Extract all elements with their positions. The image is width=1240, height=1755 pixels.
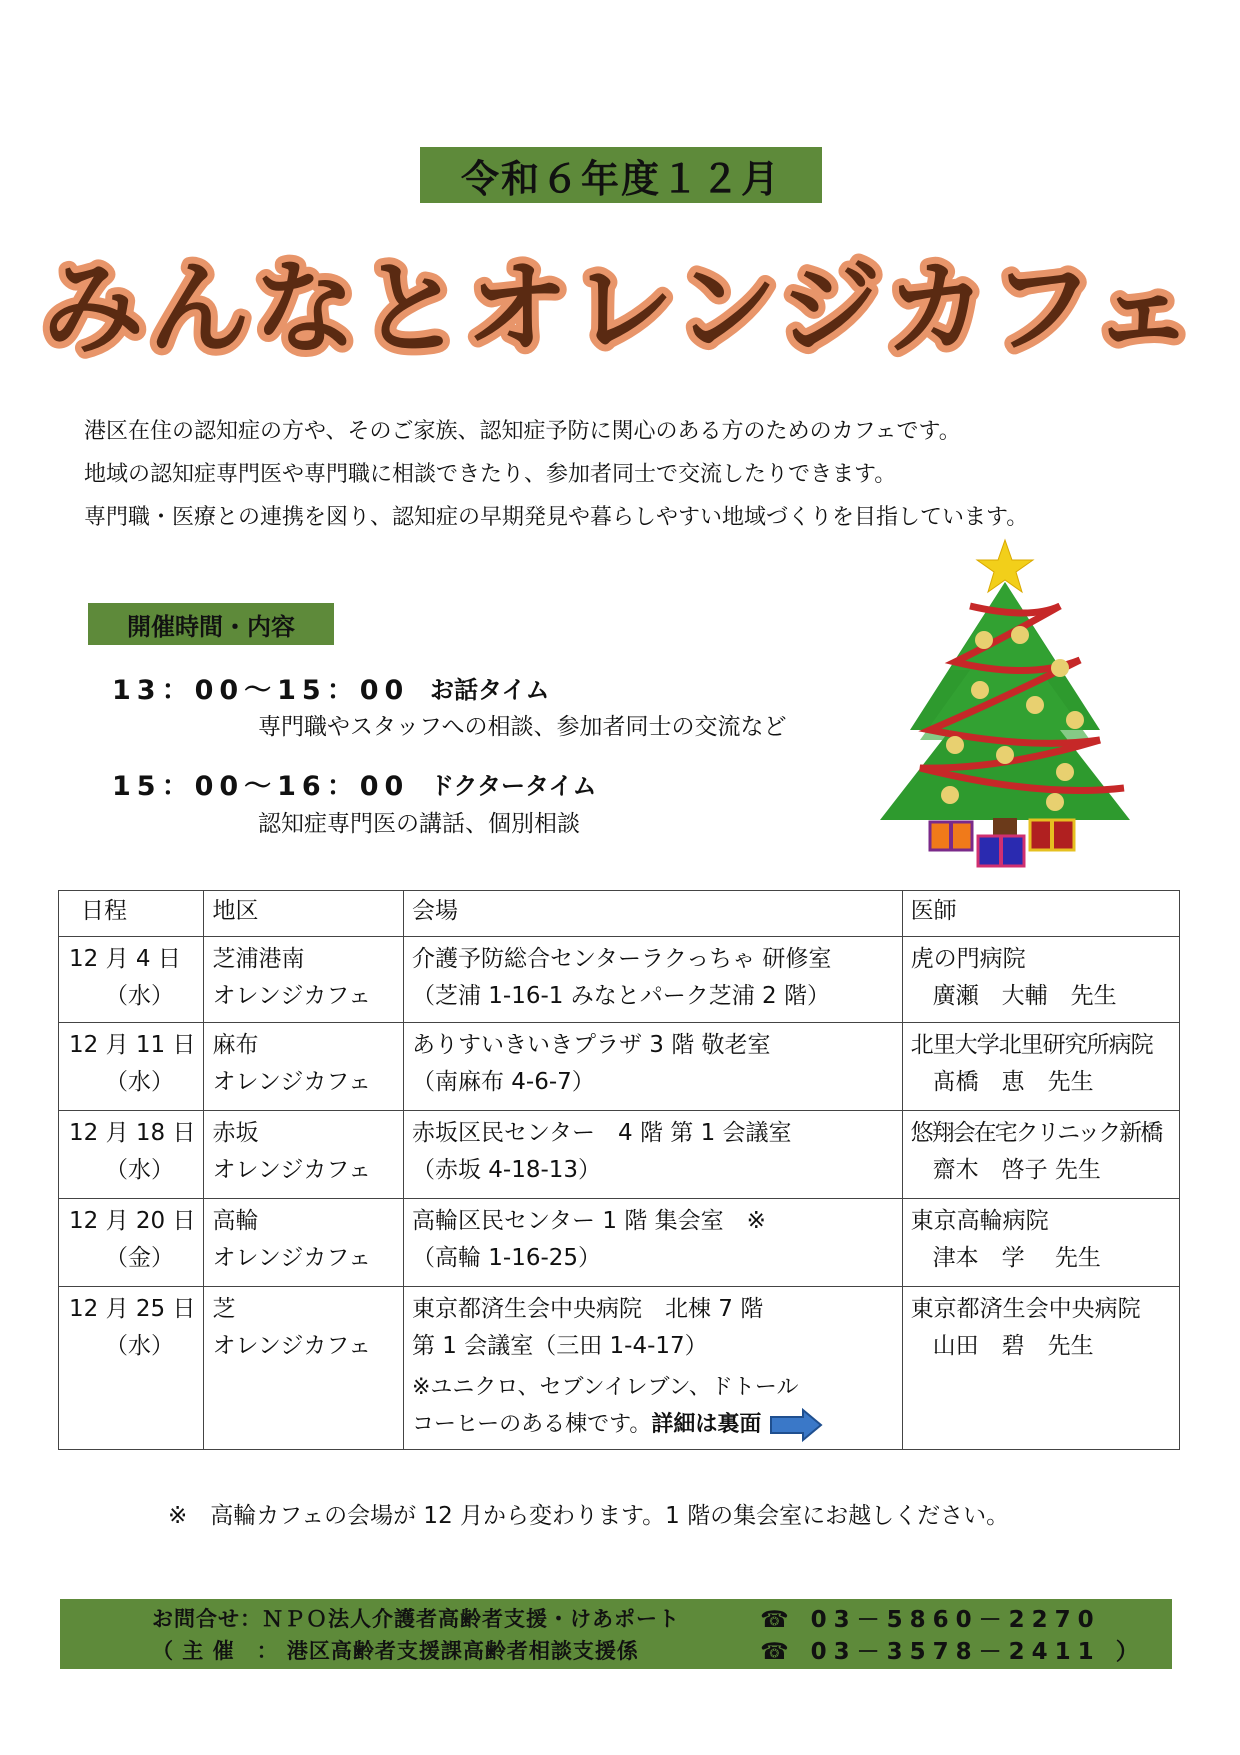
row-venue: 東京都済生会中央病院 北棟 7 階 第 1 会議室（三田 1-4-17） ※ユニクロ、セブンイレブン、ドトール コーヒーのある棟です。詳細は裏面	[403, 1287, 902, 1450]
header-venue: 会場	[403, 891, 902, 937]
contact-phone-1: ☎ 03－5860－2270	[760, 1607, 1101, 1633]
right-arrow-icon	[769, 1408, 823, 1442]
slot-1-time: 13：00～15：00	[112, 675, 410, 706]
cafe-title-logo	[42, 232, 1198, 382]
row-date: 12 月 20 日 （金）	[59, 1199, 204, 1287]
row-date: 12 月 25 日 （水）	[59, 1287, 204, 1450]
row-date: 12 月 11 日 （水）	[59, 1023, 204, 1111]
slot-2-title: ドクタータイム	[430, 772, 597, 800]
row-venue: 赤坂区民センター 4 階 第 1 会議室 （赤坂 4-18-13）	[403, 1111, 902, 1199]
intro-line-3: 専門職・医療との連携を図り、認知症の早期発見や暮らしやすい地域づくりを目指しています。	[84, 505, 1029, 530]
row-venue: ありすいきいきプラザ 3 階 敬老室 （南麻布 4-6-7）	[403, 1023, 902, 1111]
row-doctor: 東京高輪病院 津本 学 先生	[902, 1199, 1179, 1287]
row-district: 芝 オレンジカフェ	[204, 1287, 403, 1450]
contact-label-1: お問合せ：ＮＰＯ法人介護者高齢者支援・けあポート	[152, 1607, 680, 1631]
table-header-row	[59, 891, 1180, 937]
row-doctor: 虎の門病院 廣瀬 大輔 先生	[902, 937, 1179, 1023]
contact-label-2: （ 主 催 ： 港区高齢者支援課高齢者相談支援係	[152, 1639, 639, 1663]
table-row	[59, 1199, 1180, 1287]
table-row	[59, 1287, 1180, 1450]
row-district: 赤坂 オレンジカフェ	[204, 1111, 403, 1199]
christmas-tree-icon	[860, 540, 1150, 870]
header-doctor: 医師	[902, 891, 1179, 937]
slot-2-time: 15：00～16：00	[112, 771, 410, 802]
venue-note: ※ユニクロ、セブンイレブン、ドトール	[411, 1375, 799, 1400]
header-district: 地区	[204, 891, 403, 937]
row-date: 12 月 18 日 （水）	[59, 1111, 204, 1199]
row-doctor: 悠翔会在宅クリニック新橋 齋木 啓子 先生	[902, 1111, 1179, 1199]
slot-2-desc: 認知症専門医の講話、個別相談	[258, 811, 580, 837]
row-doctor: 東京都済生会中央病院 山田 碧 先生	[902, 1287, 1179, 1450]
row-district: 芝浦港南 オレンジカフェ	[204, 937, 403, 1023]
schedule-table	[58, 890, 1180, 1450]
year-label: 令和６年度１２月	[420, 147, 822, 203]
row-venue: 高輪区民センター 1 階 集会室 ※ （高輪 1-16-25）	[403, 1199, 902, 1287]
row-district: 麻布 オレンジカフェ	[204, 1023, 403, 1111]
table-row	[59, 937, 1180, 1023]
venue-note-2: コーヒーのある棟です。詳細は裏面	[412, 1406, 894, 1443]
intro-line-1: 港区在住の認知症の方や、そのご家族、認知症予防に関心のある方のためのカフェです。	[84, 419, 961, 444]
row-venue: 介護予防総合センターラクっちゃ 研修室 （芝浦 1-16-1 みなとパーク芝浦 2 階）	[403, 937, 902, 1023]
detail-link[interactable]: 詳細は裏面	[651, 1412, 762, 1437]
row-doctor: 北里大学北里研究所病院 髙橋 恵 先生	[902, 1023, 1179, 1111]
table-row	[59, 1111, 1180, 1199]
slot-1-desc: 専門職やスタッフへの相談、参加者同士の交流など	[258, 714, 787, 740]
header-date: 日程	[59, 891, 204, 937]
row-date: 12 月 4 日 （水）	[59, 937, 204, 1023]
venue-change-note: ※ 高輪カフェの会場が 12 月から変わります。1 階の集会室にお越しください。	[168, 1503, 1010, 1529]
intro-line-2: 地域の認知症専門医や専門職に相談できたり、参加者同士で交流したりできます。	[84, 462, 897, 487]
contact-phone-2: ☎ 03－3578－2411 ）	[760, 1639, 1146, 1665]
table-row	[59, 1023, 1180, 1111]
cafe-title: みんなとオレンジカフェ	[42, 250, 1198, 369]
section-label: 開催時間・内容	[88, 603, 334, 645]
row-district: 高輪 オレンジカフェ	[204, 1199, 403, 1287]
contact-bar	[60, 1599, 1172, 1669]
slot-1-title: お話タイム	[430, 676, 550, 704]
